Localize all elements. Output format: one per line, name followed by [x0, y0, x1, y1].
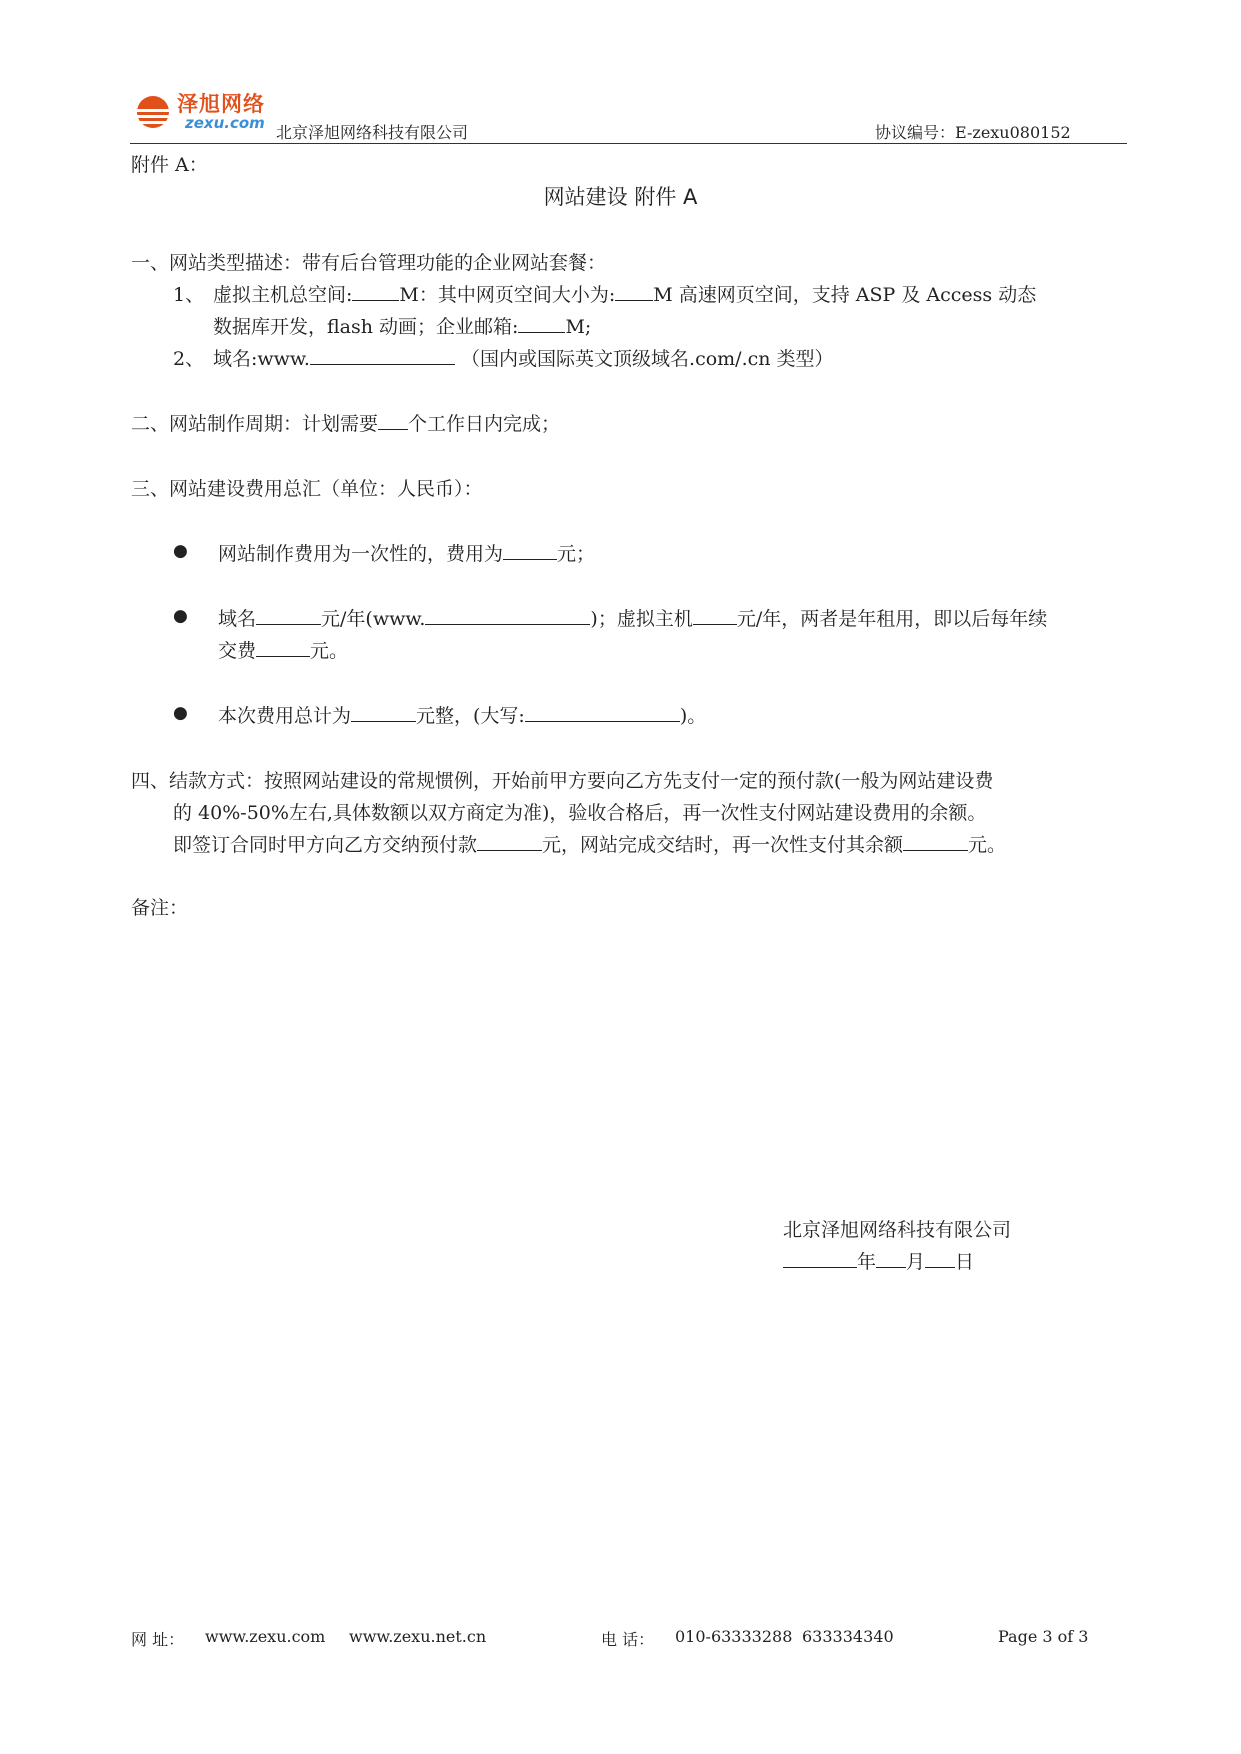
item-2-text-a: 域名:www. — [213, 348, 310, 370]
header-company: 北京泽旭网络科技有限公司 — [276, 123, 469, 142]
fee-item-1-text-a: 网站制作费用为一次性的，费用为 — [218, 543, 504, 565]
section-4-line-1: 四、结款方式：按照网站建设的常规惯例，开始前甲方要向乙方先支付一定的预付款(一般为网站建设费 — [131, 770, 994, 792]
mailbox-blank — [518, 315, 565, 333]
fee-item-2-text-c: )；虚拟主机 — [590, 608, 693, 630]
remarks-label: 备注： — [131, 897, 189, 919]
item-1-text-d: 数据库开发，flash 动画；企业邮箱: — [213, 316, 519, 338]
section-4-text-b: 元，网站完成交结时，再一次性支付其余额 — [542, 834, 904, 856]
fee-item-2-text-e: 交费 — [218, 640, 257, 662]
footer-tel-label: 电 话： — [601, 1630, 655, 1649]
footer-tel-2: 633334340 — [802, 1627, 894, 1646]
section-2-text-b: 个工作日内完成； — [408, 413, 561, 435]
section-4-text-a: 即签订合同时甲方向乙方交纳预付款 — [173, 834, 478, 856]
balance-blank — [903, 833, 968, 851]
item-1-text-b: M：其中网页空间大小为: — [399, 284, 616, 306]
attachment-label: 附件 A： — [131, 154, 208, 176]
domain-blank — [310, 347, 455, 365]
item-1-text-c: M 高速网页空间，支持 ASP 及 Access 动态 — [653, 284, 1037, 306]
signature-date — [783, 1247, 974, 1274]
logo-text-cn: 泽旭网络 — [177, 92, 265, 116]
day-label: 日 — [955, 1251, 975, 1273]
section-4-line-2: 的 40%-50%左右,具体数额以双方商定为准)，验收合格后，再一次性支付网站建设费用的余额。 — [173, 802, 987, 824]
item-1-text-a: 虚拟主机总空间: — [213, 284, 353, 306]
item-2-line — [213, 344, 834, 371]
footer-page-number: Page 3 of 3 — [998, 1627, 1089, 1646]
fee-item-2-text-d: 元/年，两者是年租用，即以后每年续 — [736, 608, 1048, 630]
section-1-heading: 一、网站类型描述：带有后台管理功能的企业网站套餐： — [131, 252, 607, 274]
item-1-line-1 — [213, 280, 1036, 307]
page-title: 网站建设 附件 A — [543, 185, 698, 209]
company-logo — [133, 88, 263, 136]
year-label: 年 — [857, 1251, 877, 1273]
month-blank — [876, 1250, 906, 1268]
item-1-number: 1、 — [173, 284, 205, 306]
section-4-text-c: 元。 — [968, 834, 1007, 856]
bullet-icon: ● — [173, 606, 188, 626]
footer-tel-1: 010-63333288 — [675, 1627, 793, 1646]
fee-item-3 — [218, 701, 706, 728]
footer-web-label: 网 址： — [131, 1630, 185, 1649]
fee-item-2-line-1 — [218, 604, 1047, 631]
sun-logo-icon — [133, 90, 177, 134]
section-3-heading: 三、网站建设费用总汇（单位：人民币）： — [131, 478, 483, 500]
day-blank — [925, 1250, 955, 1268]
total-fee-blank — [351, 704, 416, 722]
month-label: 月 — [906, 1251, 926, 1273]
host-fee-blank — [693, 607, 737, 625]
fee-item-3-text-c: )。 — [679, 705, 707, 727]
footer-web-1: www.zexu.com — [205, 1627, 326, 1646]
fee-item-2-text-a: 域名 — [218, 608, 257, 630]
section-4-line-3 — [173, 830, 1006, 857]
item-2-number: 2、 — [173, 348, 205, 370]
total-space-blank — [352, 283, 399, 301]
fee-item-1 — [218, 539, 595, 566]
agreement-number: 协议编号：E-zexu080152 — [875, 123, 1071, 142]
year-blank — [783, 1250, 857, 1268]
web-space-blank — [615, 283, 653, 301]
header-divider — [130, 143, 1127, 144]
signature-company: 北京泽旭网络科技有限公司 — [783, 1219, 1012, 1241]
section-2 — [131, 409, 560, 436]
fee-item-3-text-a: 本次费用总计为 — [218, 705, 352, 727]
fee-item-1-text-b: 元； — [557, 543, 596, 565]
item-1-line-2 — [213, 312, 591, 339]
fee-item-2-text-f: 元。 — [310, 640, 349, 662]
total-fee-words-blank — [525, 704, 680, 722]
fee-item-2-line-2 — [218, 636, 348, 663]
domain-url-blank — [425, 607, 590, 625]
domain-fee-blank — [256, 607, 321, 625]
footer-web-2: www.zexu.net.cn — [349, 1627, 487, 1646]
fee-item-2-text-b: 元/年(www. — [321, 608, 426, 630]
production-fee-blank — [503, 542, 557, 560]
logo-text-en: zexu.com — [185, 114, 265, 132]
bullet-icon: ● — [173, 541, 188, 561]
prepayment-blank — [477, 833, 542, 851]
workdays-blank — [378, 412, 408, 430]
renewal-fee-blank — [256, 639, 310, 657]
item-2-text-b: （国内或国际英文顶级域名.com/.cn 类型） — [461, 348, 834, 370]
fee-item-3-text-b: 元整，(大写: — [416, 705, 525, 727]
bullet-icon: ● — [173, 703, 188, 723]
section-2-text-a: 二、网站制作周期：计划需要 — [131, 413, 379, 435]
item-1-text-e: M; — [565, 316, 592, 338]
